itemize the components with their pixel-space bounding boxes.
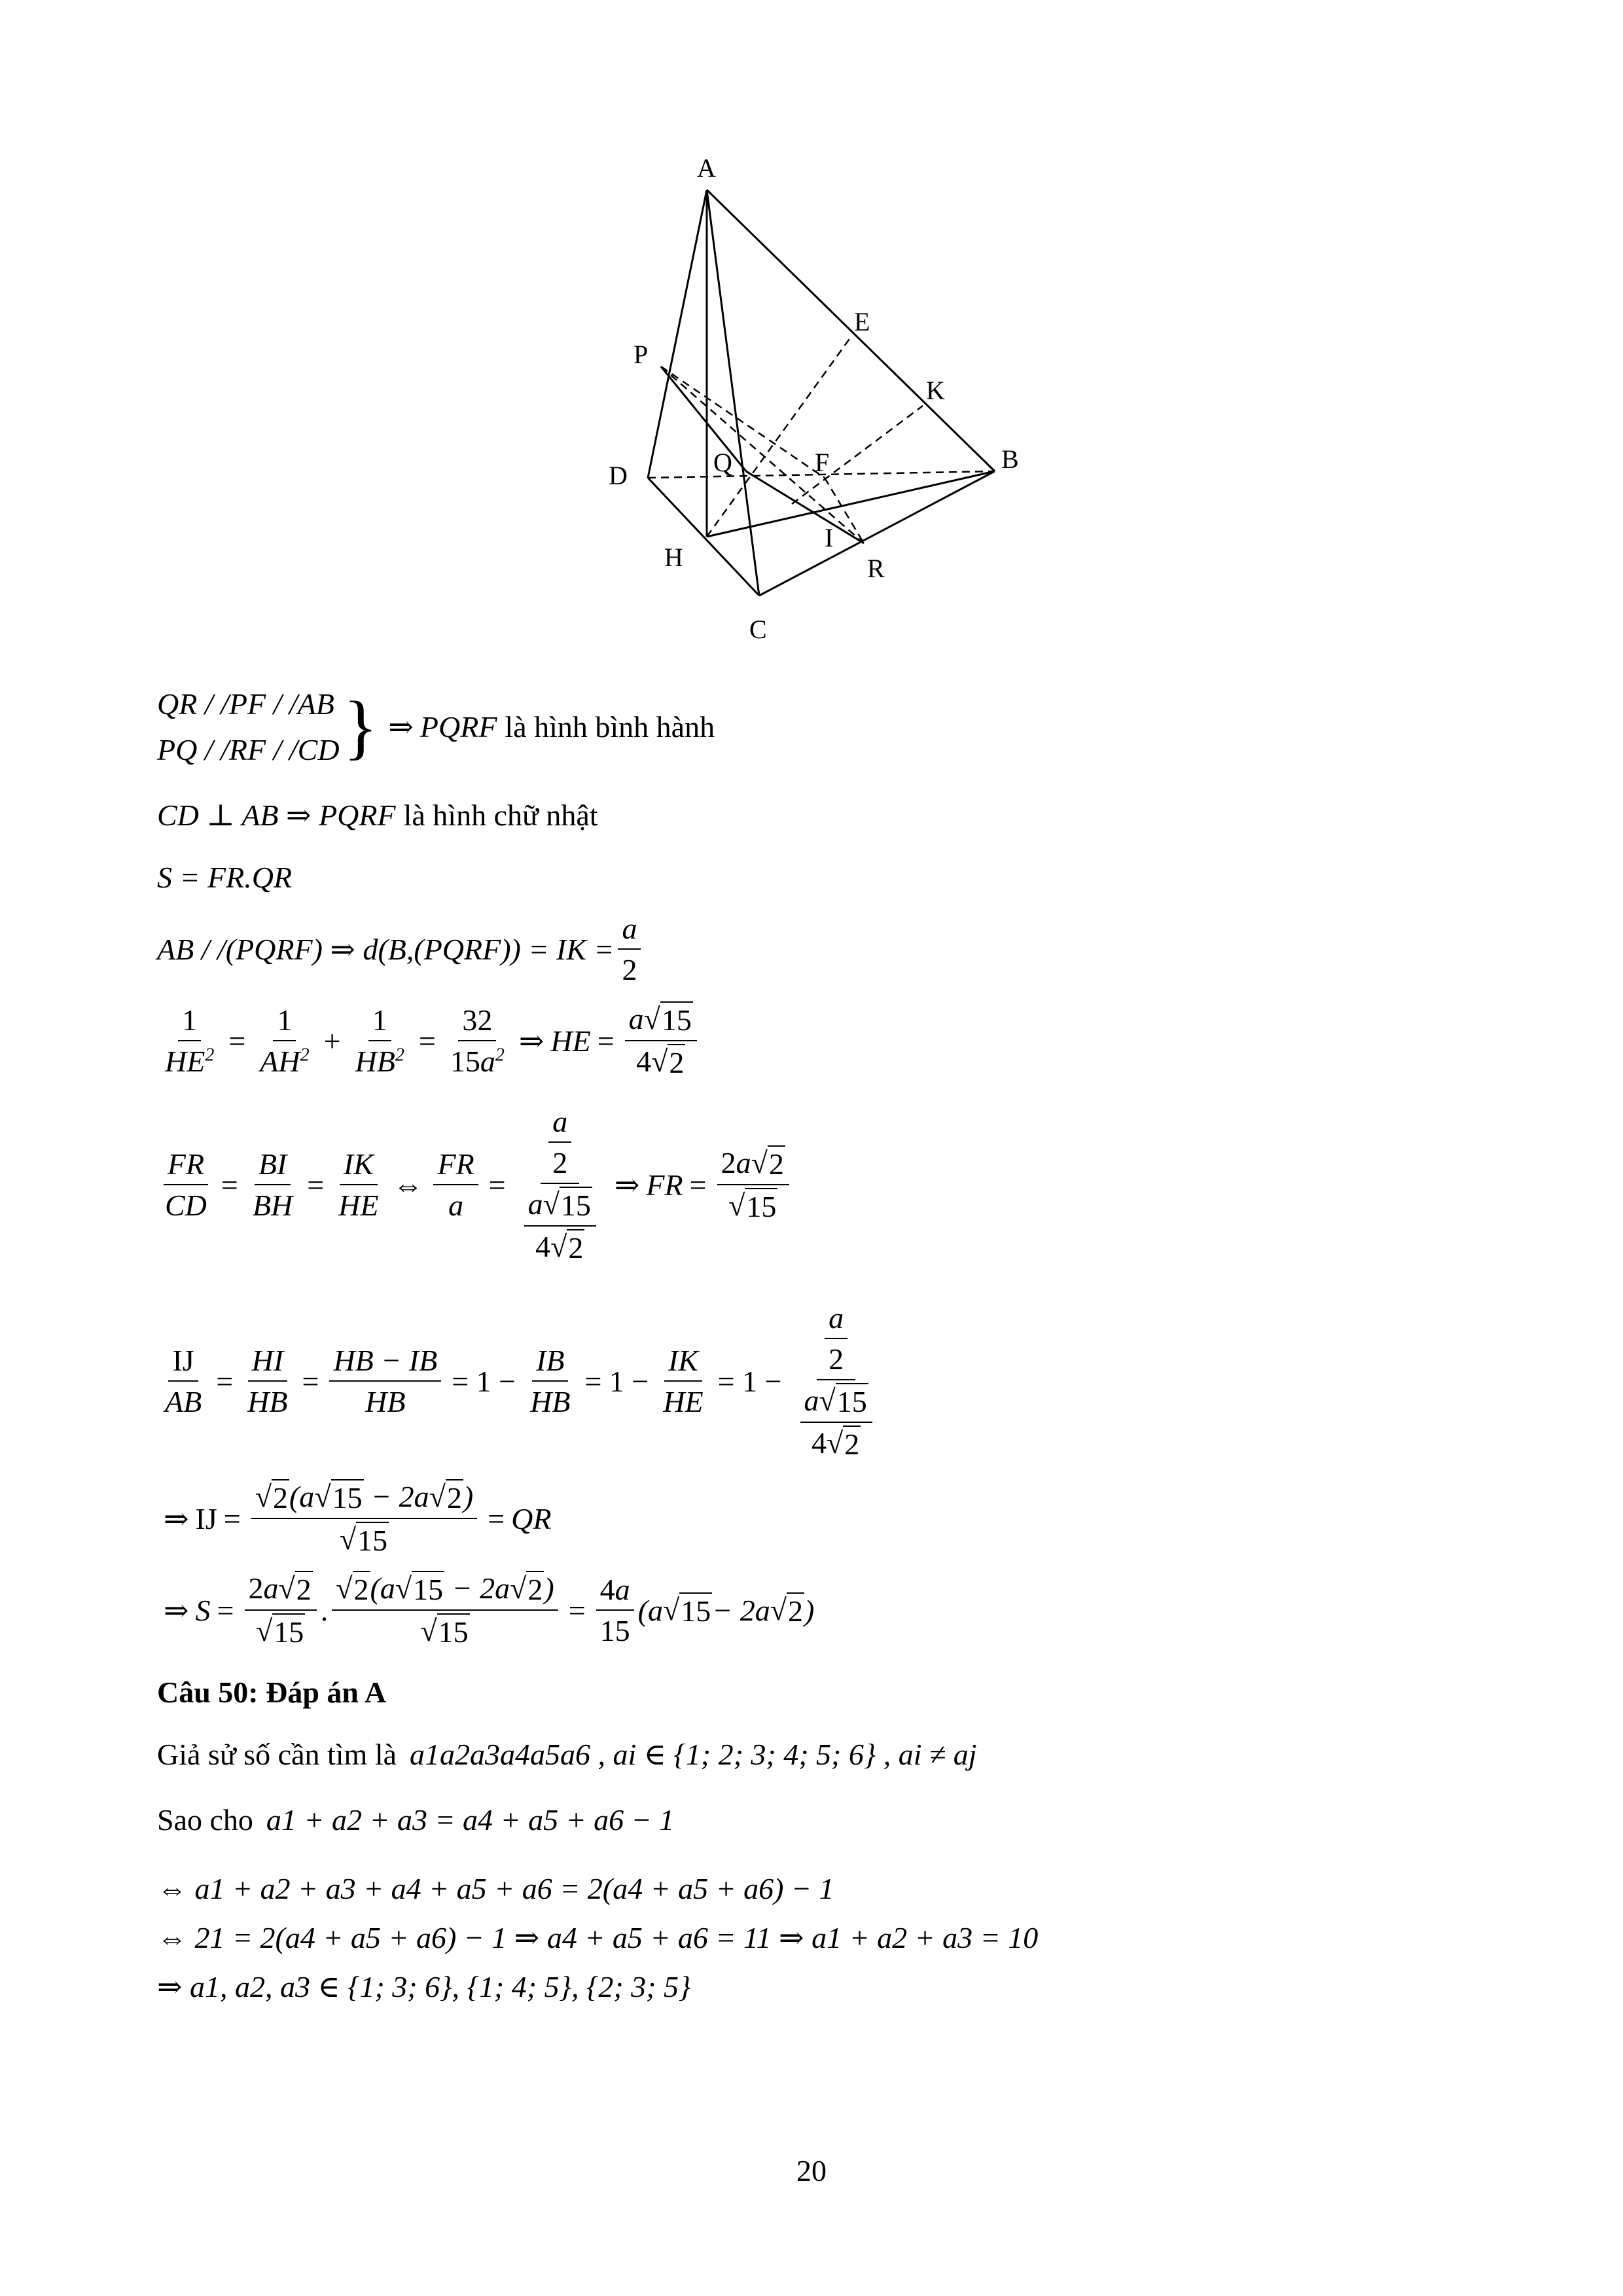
system-conclusion: PQRF bbox=[419, 709, 497, 744]
label-Q: Q bbox=[713, 448, 732, 477]
equation-3-text: ⇒ a1, a2, a3 ∈ {1; 3; 6}, {1; 4; 5}, {2; 3; 5} bbox=[157, 1970, 691, 2003]
fr-equation: $\frac{FR}{CD}$ = $\frac{BI}{BH}$ = $\frac{IK}{HE}$ ⇔ $\frac{FR}{a}$ = $\frac{a}{2}$ a√ 15 4√ 2 ⇒ FR = 2a√ 2 √ 15 bbox=[157, 1093, 793, 1276]
question-heading-text: Câu 50: Đáp án A bbox=[157, 1675, 387, 1709]
height-equation: $\frac{1}{HE^2}$ = $\frac{1}{AH^2}$ + $\frac{1}{HB^2}$ = $\frac{32}{15a^2}$ ⇒ HE = a√ 15 4√ 2 bbox=[157, 998, 701, 1083]
rectangle-expr: CD ⊥ AB ⇒ PQRF bbox=[157, 798, 396, 832]
distance-line: AB / /(PQRF) ⇒ d(B,(PQRF)) = IK = $\frac{a}{2}$ bbox=[157, 913, 645, 985]
area-formula bbox=[157, 848, 292, 906]
area-result: ⇒ S = 2a√ 2 √ 15 . √ 2 (a√ 15 − 2a√ 2 ) √ 15 = $\frac{4a}{15}$ (a √ 15 − 2a √ 2 ) bbox=[164, 1571, 815, 1649]
equation-2-text: ⇔ 21 = 2(a4 + a5 + a6) − 1 ⇒ a4 + a5 + a6 = 11 ⇒ a1 + a2 + a3 = 10 bbox=[157, 1921, 1039, 1954]
page-number: 20 bbox=[796, 2154, 827, 2187]
ij-result: ⇒ IJ = √ 2 (a√ 15 − 2a√ 2 ) √ 15 = QR bbox=[164, 1480, 552, 1557]
system-line-1: QR / /PF / /AB bbox=[157, 687, 334, 721]
assume-expr: a1a2a3a4a5a6 , ai ∈ {1; 2; 3; 4; 5; 6} , ai ≠ aj bbox=[410, 1738, 977, 1771]
label-C: C bbox=[749, 615, 767, 644]
label-E: E bbox=[854, 307, 870, 336]
equation-1-text: ⇔ a1 + a2 + a3 + a4 + a5 + a6 = 2(a4 + a5 + a6) − 1 bbox=[157, 1871, 834, 1905]
label-K: K bbox=[926, 376, 945, 405]
label-I: I bbox=[825, 523, 834, 552]
label-H: H bbox=[664, 543, 683, 572]
assume-text: Giả sử số cần tìm là bbox=[157, 1737, 397, 1771]
label-R: R bbox=[867, 554, 885, 583]
system-line-2: PQ / /RF / /CD bbox=[157, 732, 340, 766]
label-F: F bbox=[815, 448, 830, 477]
distance-expr: AB / /(PQRF) ⇒ d(B,(PQRF)) = IK = bbox=[157, 933, 615, 966]
condition-expr: a1 + a2 + a3 = a4 + a5 + a6 − 1 bbox=[266, 1803, 675, 1837]
rectangle-text: là hình chữ nhật bbox=[403, 798, 598, 832]
area-formula-text: S = FR.QR bbox=[157, 860, 293, 894]
label-D: D bbox=[609, 461, 628, 490]
system-conclusion-text: là hình bình hành bbox=[505, 709, 715, 744]
condition-line bbox=[157, 1790, 674, 1849]
tetrahedron-figure bbox=[589, 137, 1047, 668]
question-heading bbox=[157, 1662, 386, 1721]
ij-ratio-equation: $\frac{IJ}{AB}$ = $\frac{HI}{HB}$ = $\frac{HB - IB}{HB}$ = 1 − $\frac{IB}{HB}$ = 1 − $\frac{IK}{HE}$ = 1 − $\frac{a}{2}$ a√ 15 4√ 2 bbox=[157, 1289, 884, 1473]
parallel-system: QR / /PF / /AB PQ / /RF / /CD } ⇒ PQRF là hình bình hành bbox=[157, 677, 715, 776]
assume-line bbox=[157, 1725, 977, 1784]
label-P: P bbox=[633, 340, 649, 369]
rectangle-line bbox=[157, 785, 598, 844]
condition-text: Sao cho bbox=[157, 1803, 253, 1837]
label-A: A bbox=[697, 153, 716, 183]
label-B: B bbox=[1001, 444, 1019, 474]
equation-3 bbox=[157, 1957, 690, 2016]
